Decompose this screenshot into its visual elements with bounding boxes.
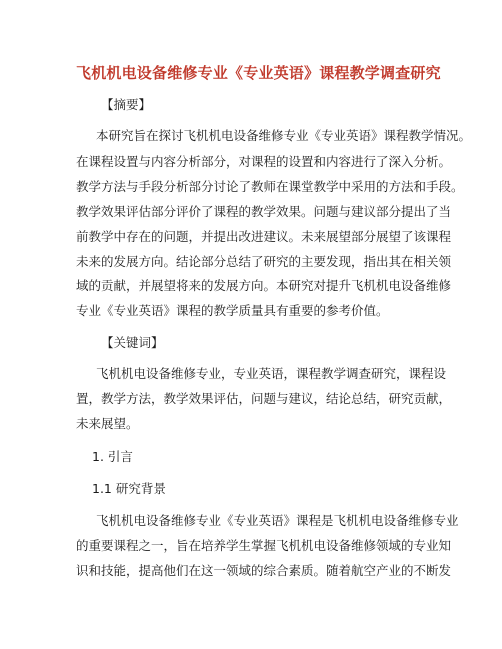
abstract-line-7: 域的贡献，并展望将来的发展方向。本研究对提升飞机机电设备维修 (76, 278, 452, 293)
abstract-line-3: 教学方法与手段分析部分讨论了教师在课堂教学中采用的方法和手段。 (76, 179, 464, 194)
section-1-1-heading: 1.1 研究背景 (92, 481, 166, 496)
background-line-3: 识和技能，提高他们在这一领域的综合素质。随着航空产业的不断发 (76, 563, 452, 578)
document-title: 飞机机电设备维修专业《专业英语》课程教学调查研究 (76, 64, 441, 82)
abstract-line-1: 本研究旨在探讨飞机机电设备维修专业《专业英语》课程教学情况。 (96, 128, 472, 143)
keywords-heading: 【关键词】 (101, 335, 164, 350)
background-line-2: 的重要课程之一，旨在培养学生掌握飞机机电设备维修领域的专业知 (76, 538, 452, 553)
keywords-line-2: 置，教学方法，教学效果评估，问题与建议，结论总结，研究贡献， (76, 391, 452, 406)
background-line-1: 飞机机电设备维修专业《专业英语》课程是飞机机电设备维修专业 (96, 513, 459, 528)
keywords-line-1: 飞机机电设备维修专业，专业英语，课程教学调查研究，课程设 (96, 366, 447, 381)
abstract-line-4: 教学效果评估部分评价了课程的教学效果。问题与建议部分提出了当 (76, 204, 452, 219)
abstract-line-2: 在课程设置与内容分析部分，对课程的设置和内容进行了深入分析。 (76, 154, 452, 169)
abstract-line-8: 专业《专业英语》课程的教学质量具有重要的参考价值。 (76, 303, 389, 318)
abstract-line-5: 前教学中存在的问题，并提出改进建议。未来展望部分展望了该课程 (76, 229, 452, 244)
abstract-line-6: 未来的发展方向。结论部分总结了研究的主要发现，指出其在相关领 (76, 254, 452, 269)
abstract-heading: 【摘要】 (101, 97, 152, 112)
section-1-heading: 1. 引言 (92, 449, 133, 464)
keywords-line-3: 未来展望。 (76, 416, 139, 431)
